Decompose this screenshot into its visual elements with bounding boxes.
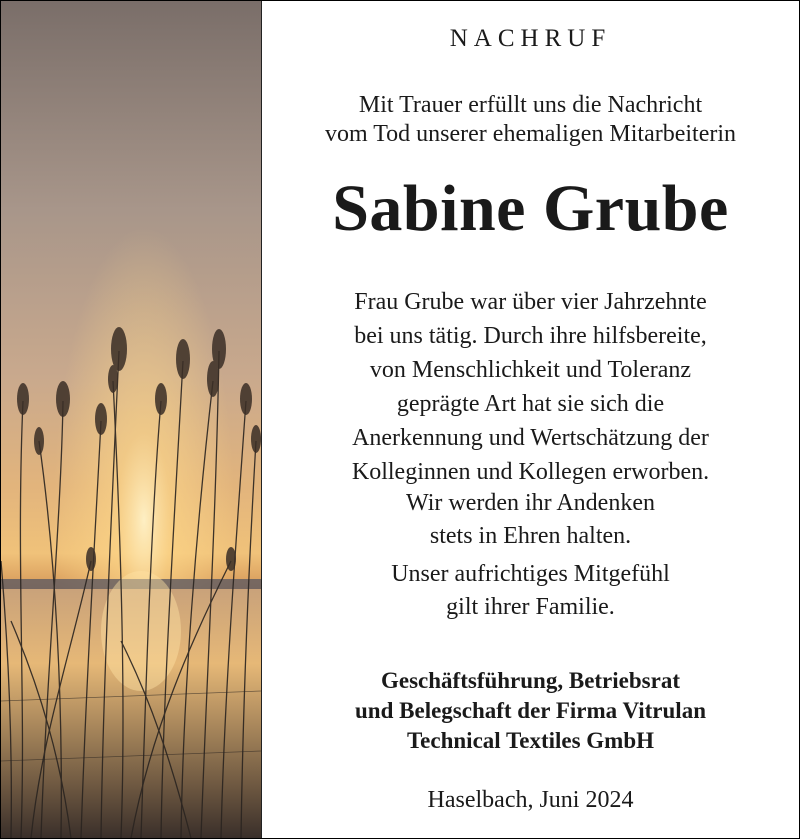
intro-line: Mit Trauer erfüllt uns die Nachricht — [358, 92, 703, 118]
notice-heading: NACHRUF — [449, 25, 612, 52]
sympathy-text — [262, 558, 799, 624]
place-date: Haselbach, Juni 2024 — [427, 787, 634, 813]
sympathy-line: gilt ihrer Familie. — [446, 594, 615, 620]
sunset-reeds-photo — [1, 1, 262, 838]
memory-text — [262, 487, 799, 553]
tribute-line: geprägte Art hat sie sich die — [396, 391, 665, 417]
signature-block — [262, 666, 799, 756]
signature-line: Technical Textiles GmbH — [406, 728, 655, 753]
tribute-line: Kolleginnen und Kollegen erworben. — [351, 459, 710, 485]
intro-line: vom Tod unserer ehemaligen Mitarbeiterin — [324, 121, 737, 147]
intro-text — [262, 91, 799, 149]
deceased-name: Sabine Grube — [332, 172, 729, 245]
tribute-line: von Menschlichkeit und Toleranz — [369, 357, 692, 383]
memory-line: stets in Ehren halten. — [429, 523, 632, 549]
notice-text-column — [262, 1, 799, 838]
tribute-line: bei uns tätig. Durch ihre hilfsbereite, — [354, 323, 707, 349]
tribute-line: Anerkennung und Wertschätzung der — [352, 425, 709, 451]
sympathy-line: Unser aufrichtiges Mitgefühl — [391, 561, 670, 587]
signature-line: Geschäftsführung, Betriebsrat — [381, 668, 680, 693]
tribute-line: Frau Grube war über vier Jahrzehnte — [354, 289, 707, 315]
tribute-text — [262, 285, 799, 489]
sunset-reeds-illustration — [1, 1, 261, 838]
signature-line: und Belegschaft der Firma Vitrulan — [355, 698, 706, 723]
memory-line: Wir werden ihr Andenken — [406, 490, 655, 516]
